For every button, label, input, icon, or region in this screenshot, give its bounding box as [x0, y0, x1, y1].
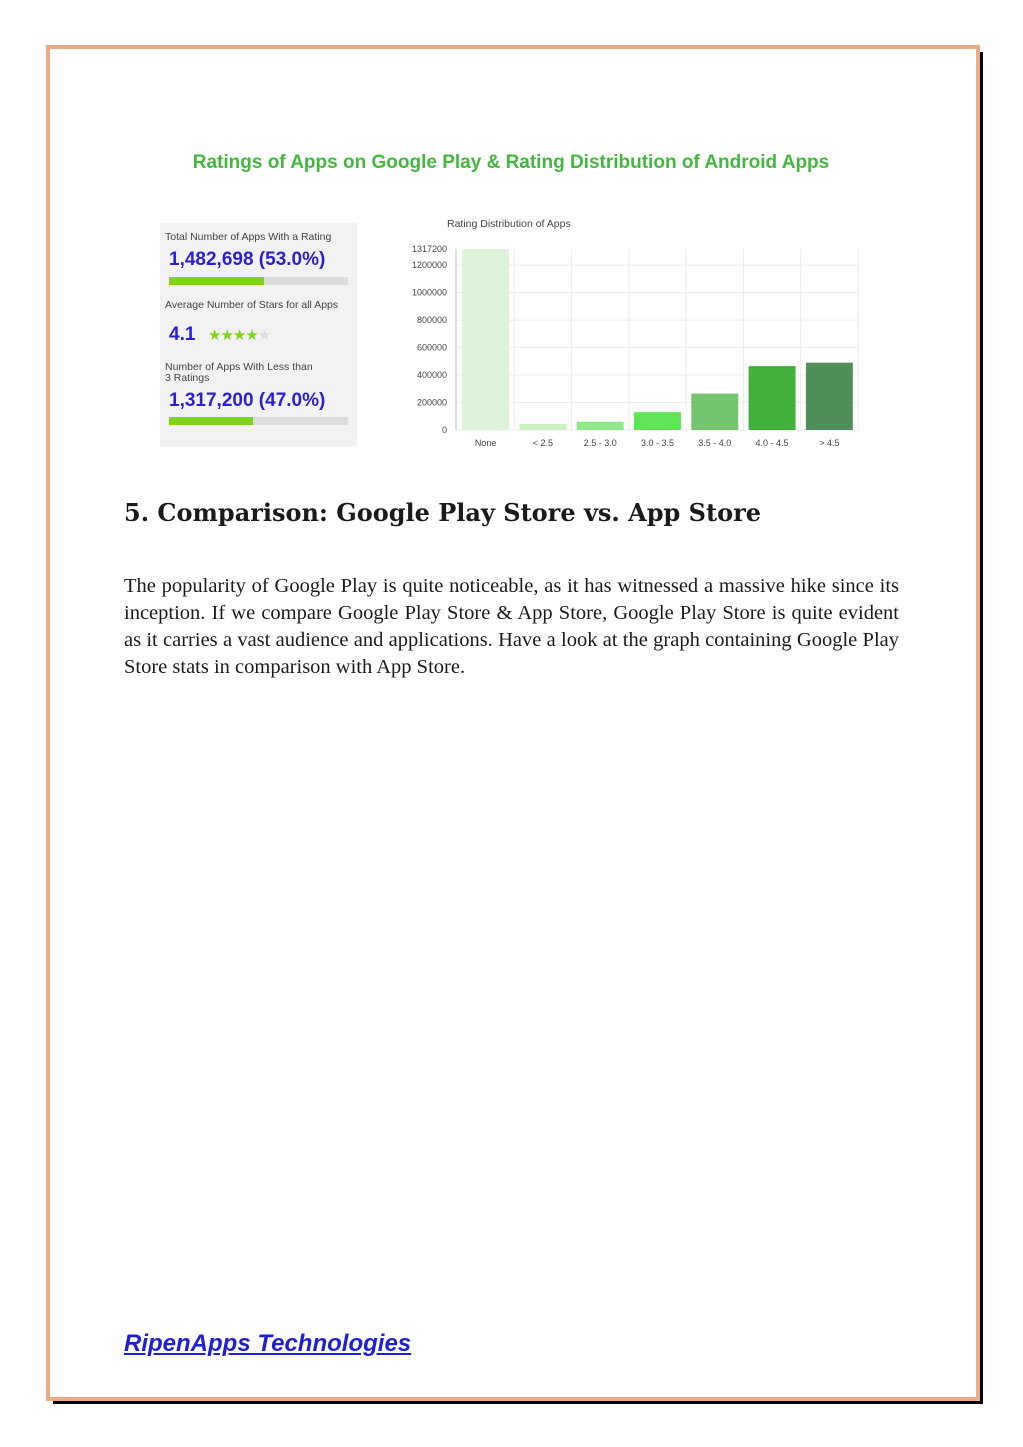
y-tick-label: 200000 — [416, 397, 447, 408]
x-tick-label: 3.0 - 3.5 — [640, 438, 675, 448]
stat-value-average-stars: 4.1 — [169, 324, 196, 345]
star-icon: ★ — [220, 327, 233, 344]
section-heading: 5. Comparison: Google Play Store vs. App Store — [124, 498, 761, 527]
stat-value-low-rating-count: 1,317,200 (47.0%) — [169, 390, 326, 411]
bar-2 — [519, 424, 566, 430]
y-tick-label: 1200000 — [411, 260, 447, 271]
bar-5 — [691, 394, 738, 430]
star-icon: ★ — [208, 327, 221, 344]
chart-title: Rating Distribution of Apps — [447, 218, 571, 230]
bar-1 — [462, 249, 509, 430]
progress-track-total-rated — [169, 277, 348, 285]
x-tick-label: 4.0 - 4.5 — [755, 438, 789, 448]
bar-6 — [749, 366, 796, 430]
x-tick-label: > 4.5 — [819, 438, 840, 448]
section-paragraph: The popularity of Google Play is quite noticeable, as it has witnessed a massive hike since its inception. If we compare Google Play Store & App Store, Google Play Store is quite evident as it carries a vast audience and applications. Have a look at the graph containing Google Play Store stats in comparison with App Store. — [124, 575, 899, 678]
y-tick-label: 0 — [441, 425, 447, 435]
y-tick-label: 400000 — [416, 370, 447, 381]
x-tick-label: 2.5 - 3.0 — [583, 438, 617, 448]
star-rating — [208, 326, 270, 344]
x-tick-label: 3.5 - 4.0 — [698, 438, 732, 448]
stat-label-average-stars: Average Number of Stars for all Apps — [165, 299, 339, 311]
x-tick-label: None — [474, 438, 497, 448]
stats-card — [160, 223, 357, 447]
stat-value-total-rated: 1,482,698 (53.0%) — [169, 249, 326, 270]
stat-label-low-rating-count: Number of Apps With Less than 3 Ratings — [165, 361, 313, 384]
progress-track-low-rating-count — [169, 417, 348, 425]
x-tick-label: < 2.5 — [532, 438, 554, 448]
progress-fill-total-rated — [169, 277, 264, 285]
bar-3 — [577, 422, 624, 430]
star-icon: ★ — [232, 327, 246, 344]
star-icon: ★ — [257, 327, 271, 344]
y-tick-label: 800000 — [416, 315, 447, 326]
bar-4 — [634, 412, 681, 430]
star-icon: ★ — [245, 327, 258, 344]
figure-title: Ratings of Apps on Google Play & Rating Distribution of Android Apps — [192, 152, 830, 173]
stat-label-total-rated: Total Number of Apps With a Rating — [165, 231, 332, 243]
rating-distribution-chart — [400, 210, 870, 460]
y-tick-label: 600000 — [416, 342, 447, 353]
progress-fill-low-rating-count — [169, 417, 253, 425]
footer-company-link[interactable]: RipenApps Technologies — [124, 1330, 412, 1357]
y-tick-label: 1317200 — [411, 244, 447, 254]
y-tick-label: 1000000 — [411, 287, 447, 298]
bar-7 — [806, 363, 853, 430]
